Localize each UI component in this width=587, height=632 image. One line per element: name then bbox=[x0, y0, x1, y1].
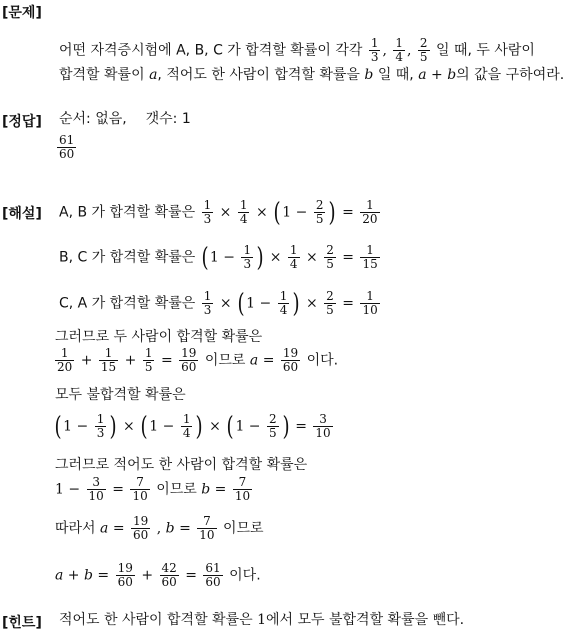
answer-count: 갯수: 1 bbox=[145, 111, 191, 127]
fraction-denominator: 60 bbox=[59, 147, 75, 161]
math-symbol: 1 − bbox=[235, 418, 261, 435]
fraction-numerator: 1 bbox=[243, 243, 252, 257]
fraction bbox=[55, 347, 74, 374]
solution-ab bbox=[59, 199, 382, 226]
fraction-denominator: 4 bbox=[289, 257, 298, 271]
math-symbol: × bbox=[122, 418, 135, 435]
fraction-denominator: 15 bbox=[100, 360, 117, 374]
fraction-numerator: 1 bbox=[239, 198, 248, 212]
fraction-denominator: 10 bbox=[362, 303, 378, 317]
fraction-numerator: 1 bbox=[96, 412, 105, 426]
fraction-numerator: 1 bbox=[289, 243, 298, 257]
fraction-denominator: 3 bbox=[203, 303, 212, 317]
fraction-numerator: 1 bbox=[203, 198, 212, 212]
hint-part: 에서 모두 불합격할 확률을 뺀다. bbox=[266, 612, 465, 628]
fraction bbox=[197, 515, 216, 542]
math-symbol: + bbox=[124, 352, 137, 369]
solution-text: B, C 가 합격할 확률은 bbox=[59, 249, 196, 266]
fraction bbox=[418, 37, 430, 64]
solution-text: 이므로 bbox=[204, 352, 246, 369]
fraction bbox=[288, 244, 300, 271]
problem-text: 의 값을 구하여라. bbox=[456, 67, 565, 83]
fraction bbox=[238, 199, 250, 226]
fraction-numerator: 1 bbox=[366, 289, 374, 303]
fraction bbox=[360, 199, 379, 226]
fraction bbox=[130, 476, 149, 503]
math-paren: ) bbox=[328, 197, 337, 228]
solution-text: 이므로 bbox=[156, 481, 197, 498]
hint-heading: [힌트] bbox=[2, 615, 42, 631]
solution-bc bbox=[59, 244, 382, 271]
fraction-denominator: 60 bbox=[282, 360, 299, 374]
fraction bbox=[360, 244, 379, 271]
hint-text bbox=[59, 612, 464, 628]
solution-final bbox=[55, 562, 261, 589]
fraction bbox=[87, 476, 106, 503]
fraction bbox=[281, 347, 300, 374]
solution-atleast bbox=[55, 476, 254, 503]
fraction-denominator: 60 bbox=[205, 575, 221, 589]
problem-line-1 bbox=[59, 37, 535, 64]
fraction bbox=[314, 199, 326, 226]
fraction bbox=[241, 244, 253, 271]
fraction-denominator: 60 bbox=[181, 360, 197, 374]
fraction-denominator: 5 bbox=[326, 257, 334, 271]
problem-line-2 bbox=[59, 67, 564, 83]
fraction-numerator: 7 bbox=[238, 475, 247, 489]
math-symbol: × bbox=[219, 204, 232, 221]
fraction-numerator: 1 bbox=[395, 36, 404, 50]
solution-text: 이다. bbox=[229, 567, 261, 584]
solution-ca bbox=[59, 290, 382, 317]
fraction-denominator: 60 bbox=[117, 575, 133, 589]
answer-meta bbox=[59, 111, 191, 127]
fraction bbox=[143, 347, 155, 374]
problem-text: 일 때, bbox=[377, 67, 414, 83]
math-paren: ) bbox=[292, 288, 300, 319]
problem-text: 합격할 확률이 bbox=[59, 67, 145, 83]
fraction-denominator: 10 bbox=[88, 489, 104, 503]
fraction-denominator: 10 bbox=[234, 489, 251, 503]
fraction-numerator: 1 bbox=[182, 412, 191, 426]
answer-order: 순서: 없음, bbox=[59, 111, 127, 127]
fraction bbox=[131, 515, 150, 542]
fraction-denominator: 20 bbox=[362, 212, 378, 226]
fraction-denominator: 5 bbox=[419, 50, 428, 64]
answer-heading: [정답] bbox=[2, 114, 42, 130]
math-symbol: + bbox=[141, 567, 154, 584]
math-symbol: = bbox=[112, 481, 125, 498]
fraction-numerator: 61 bbox=[205, 561, 221, 575]
fraction-denominator: 4 bbox=[395, 50, 404, 64]
fraction-numerator: 19 bbox=[282, 346, 299, 360]
math-symbol: 1 − bbox=[282, 204, 308, 221]
fraction-denominator: 3 bbox=[370, 50, 379, 64]
math-symbol: , bbox=[156, 520, 162, 537]
fraction-denominator: 4 bbox=[279, 303, 288, 317]
fraction-denominator: 10 bbox=[132, 489, 148, 503]
math-variable: a = bbox=[249, 352, 275, 369]
math-symbol: 1 − bbox=[55, 481, 81, 498]
fraction-denominator: 3 bbox=[243, 257, 252, 271]
fraction-numerator: 7 bbox=[136, 475, 144, 489]
math-symbol: 1 − bbox=[246, 295, 272, 312]
math-symbol: , bbox=[407, 42, 412, 59]
fraction-numerator: 19 bbox=[117, 561, 133, 575]
math-paren: ) bbox=[196, 411, 204, 442]
math-symbol: = bbox=[342, 249, 355, 266]
fraction-denominator: 5 bbox=[326, 303, 334, 317]
fraction-denominator: 10 bbox=[199, 528, 215, 542]
fraction-numerator: 1 bbox=[370, 36, 379, 50]
math-variable: a + b = bbox=[55, 567, 110, 584]
math-paren: ( bbox=[226, 411, 234, 442]
problem-text: 어떤 자격증시험에 A, B, C 가 합격할 확률이 각각 bbox=[59, 42, 363, 59]
math-symbol: × bbox=[255, 204, 268, 221]
fraction-numerator: 1 bbox=[279, 289, 288, 303]
math-symbol: × bbox=[305, 295, 318, 312]
math-paren: ( bbox=[140, 411, 148, 442]
fraction-denominator: 60 bbox=[133, 528, 149, 542]
fraction-numerator: 3 bbox=[319, 412, 327, 426]
fraction bbox=[393, 37, 405, 64]
fraction-numerator: 2 bbox=[315, 198, 324, 212]
fraction bbox=[233, 476, 252, 503]
math-paren: ( bbox=[273, 197, 281, 228]
fraction bbox=[160, 562, 179, 589]
math-paren: ( bbox=[237, 288, 245, 319]
math-symbol: = bbox=[295, 418, 307, 435]
fraction-numerator: 2 bbox=[419, 36, 428, 50]
math-symbol: + bbox=[80, 352, 93, 369]
fraction-numerator: 1 bbox=[144, 346, 153, 360]
fraction bbox=[324, 290, 336, 317]
solution-heading: [해설] bbox=[2, 206, 42, 222]
math-symbol: = bbox=[185, 567, 197, 584]
math-symbol: × bbox=[219, 295, 232, 312]
expression: a + b bbox=[418, 67, 457, 83]
fraction bbox=[313, 413, 332, 440]
fraction-denominator: 15 bbox=[362, 257, 378, 271]
fraction bbox=[116, 562, 135, 589]
fraction-numerator: 1 bbox=[60, 346, 69, 360]
problem-text: 일 때, 두 사람이 bbox=[436, 42, 535, 59]
fraction bbox=[95, 413, 107, 440]
fraction bbox=[181, 413, 193, 440]
solution-text: 따라서 bbox=[55, 520, 96, 537]
fraction-numerator: 2 bbox=[326, 243, 334, 257]
hint-part: 적어도 한 사람이 합격할 확률은 bbox=[59, 612, 253, 628]
fraction bbox=[369, 37, 381, 64]
math-symbol: , bbox=[382, 42, 387, 59]
fraction bbox=[324, 244, 336, 271]
fraction-numerator: 42 bbox=[161, 561, 177, 575]
math-symbol: × bbox=[209, 418, 221, 435]
fraction bbox=[202, 290, 214, 317]
solution-sum bbox=[53, 347, 338, 374]
math-symbol: × bbox=[269, 249, 282, 266]
math-paren: ) bbox=[256, 242, 264, 273]
fraction-denominator: 4 bbox=[239, 212, 248, 226]
fraction-numerator: 19 bbox=[181, 346, 197, 360]
solution-text: 이다. bbox=[306, 352, 339, 369]
solution-text: 모두 불합격할 확률은 bbox=[55, 387, 186, 403]
math-symbol: 1 − bbox=[209, 249, 236, 266]
problem-text: , 적어도 한 사람이 합격할 확률을 bbox=[157, 67, 360, 83]
variable-b: b bbox=[364, 67, 374, 83]
fraction-numerator: 61 bbox=[59, 133, 75, 147]
fraction-numerator: 2 bbox=[326, 289, 334, 303]
math-variable: b = bbox=[201, 481, 227, 498]
fraction-denominator: 20 bbox=[57, 360, 73, 374]
fraction-denominator: 3 bbox=[96, 426, 105, 440]
fraction-numerator: 1 bbox=[366, 198, 374, 212]
hint-number: 1 bbox=[257, 612, 266, 628]
solution-thus bbox=[55, 515, 264, 542]
fraction bbox=[267, 413, 279, 440]
math-symbol: × bbox=[306, 249, 318, 266]
math-symbol: = bbox=[160, 352, 173, 369]
solution-text: C, A 가 합격할 확률은 bbox=[59, 295, 196, 312]
fraction-denominator: 60 bbox=[161, 575, 177, 589]
fraction bbox=[203, 562, 222, 589]
fraction bbox=[99, 347, 118, 374]
variable-a: a bbox=[149, 67, 158, 83]
fraction-numerator: 19 bbox=[133, 514, 149, 528]
math-paren: ) bbox=[282, 411, 290, 442]
fraction-denominator: 5 bbox=[144, 360, 153, 374]
math-variable: a = bbox=[100, 520, 125, 537]
solution-text: A, B 가 합격할 확률은 bbox=[59, 204, 196, 221]
fraction-numerator: 3 bbox=[92, 475, 100, 489]
fraction-numerator: 7 bbox=[203, 514, 211, 528]
fraction-numerator: 1 bbox=[104, 346, 113, 360]
math-symbol: = bbox=[342, 295, 354, 312]
math-variable: b = bbox=[165, 520, 191, 537]
fraction-numerator: 1 bbox=[366, 243, 374, 257]
fraction-numerator: 1 bbox=[203, 289, 212, 303]
answer-fraction bbox=[57, 134, 76, 161]
fraction-denominator: 10 bbox=[315, 426, 331, 440]
fraction bbox=[179, 347, 198, 374]
solution-text: 그러므로 두 사람이 합격할 확률은 bbox=[55, 329, 263, 345]
solution-text: 이므로 bbox=[223, 520, 264, 537]
math-symbol: 1 − bbox=[149, 418, 175, 435]
math-symbol: = bbox=[342, 204, 354, 221]
fraction-numerator: 2 bbox=[268, 412, 277, 426]
fraction-denominator: 5 bbox=[315, 212, 324, 226]
fraction bbox=[360, 290, 379, 317]
problem-heading: [문제] bbox=[2, 5, 42, 21]
answer-value bbox=[55, 134, 78, 161]
fraction bbox=[202, 199, 214, 226]
fraction-denominator: 3 bbox=[203, 212, 212, 226]
fraction-denominator: 4 bbox=[182, 426, 191, 440]
fraction-denominator: 5 bbox=[268, 426, 277, 440]
solution-fail bbox=[53, 413, 335, 440]
math-symbol: 1 − bbox=[63, 418, 89, 435]
math-paren: ( bbox=[201, 242, 209, 273]
fraction bbox=[278, 290, 290, 317]
solution-text: 그러므로 적어도 한 사람이 합격할 확률은 bbox=[55, 457, 308, 473]
math-paren: ( bbox=[54, 411, 62, 442]
math-paren: ) bbox=[109, 411, 117, 442]
